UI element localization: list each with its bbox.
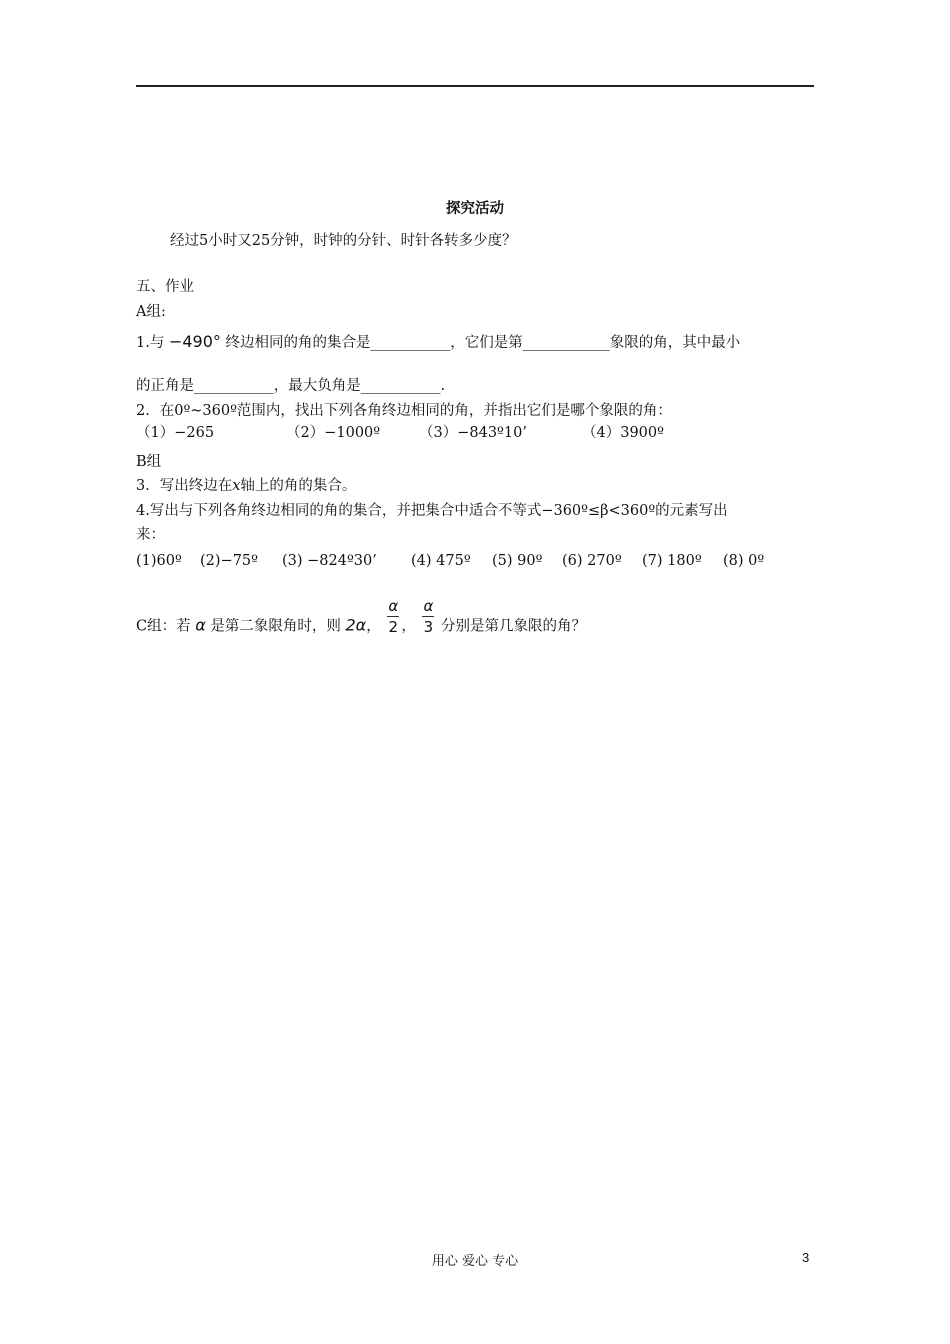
fraction-denominator: 3 (423, 618, 434, 636)
q3-variable: x (232, 478, 241, 494)
c-mid: 是第二象限角时，则 (210, 618, 341, 635)
header-rule (136, 85, 814, 87)
page-number: 3 (802, 1250, 810, 1265)
fraction-denominator: 2 (388, 618, 399, 636)
q4-item: (8) 0º (723, 553, 765, 569)
q2-item: （2）−1000º (286, 425, 381, 441)
two-alpha: 2α (345, 615, 367, 635)
q3-prefix: 3．写出终边在 (136, 478, 233, 494)
q1-prefix: 1.与 (136, 335, 165, 351)
group-a-label: A组: (136, 304, 166, 320)
group-b-label: B组 (136, 454, 162, 470)
section-title: 探究活动 (446, 201, 504, 217)
q2-item: （1）−265 (136, 425, 215, 441)
fraction-bar (387, 616, 399, 617)
fraction-bar (422, 616, 434, 617)
c-suffix: 分别是第几象限的角？ (441, 618, 587, 635)
q4-item: (5) 90º (492, 553, 543, 569)
q4-item: (6) 270º (562, 553, 622, 569)
q2-item: （4）3900º (582, 425, 664, 441)
activity-question: 经过5小时又25分钟，时钟的分针、时针各转多少度？ (170, 233, 517, 249)
fraction-alpha-over-3 (422, 597, 434, 636)
homework-heading: 五、作业 (136, 279, 194, 295)
question-1-line2: 的正角是___________，最大负角是___________. (136, 378, 446, 394)
q4-item: (7) 180º (642, 553, 702, 569)
fraction-numerator: α (423, 597, 434, 615)
c-comma: ， (366, 618, 381, 635)
q1-angle: −490° (168, 332, 221, 351)
question-2: 2．在0º~360º范围内，找出下列各角终边相同的角，并指出它们是哪个象限的角： (136, 403, 672, 419)
alpha-symbol: α (195, 615, 206, 635)
question-4-line2: 来： (136, 527, 165, 543)
q4-item: (1)60º (136, 553, 182, 569)
q1-mid: 终边相同的角的集合是___________，它们是第____________象限的角，其中最小 (225, 335, 741, 351)
q3-suffix: 轴上的角的集合。 (240, 478, 357, 494)
fraction-numerator: α (388, 597, 399, 615)
question-1 (136, 332, 740, 353)
c-prefix: C组：若 (136, 618, 191, 635)
footer-slogan: 用心 爱心 专心 (431, 1254, 519, 1269)
q4-item: (4) 475º (411, 553, 471, 569)
question-4-line1: 4.写出与下列各角终边相同的角的集合，并把集合中适合不等式−360º≤β<360º的元素写出 (136, 503, 728, 519)
question-3 (136, 476, 356, 496)
q2-item: （3）−843º10’ (419, 425, 527, 441)
fraction-alpha-over-2 (387, 597, 399, 636)
group-c-question (136, 597, 587, 646)
q4-item: (3) −824º30’ (282, 553, 377, 569)
q4-item: (2)−75º (200, 553, 258, 569)
c-comma-2: ， (401, 618, 416, 635)
